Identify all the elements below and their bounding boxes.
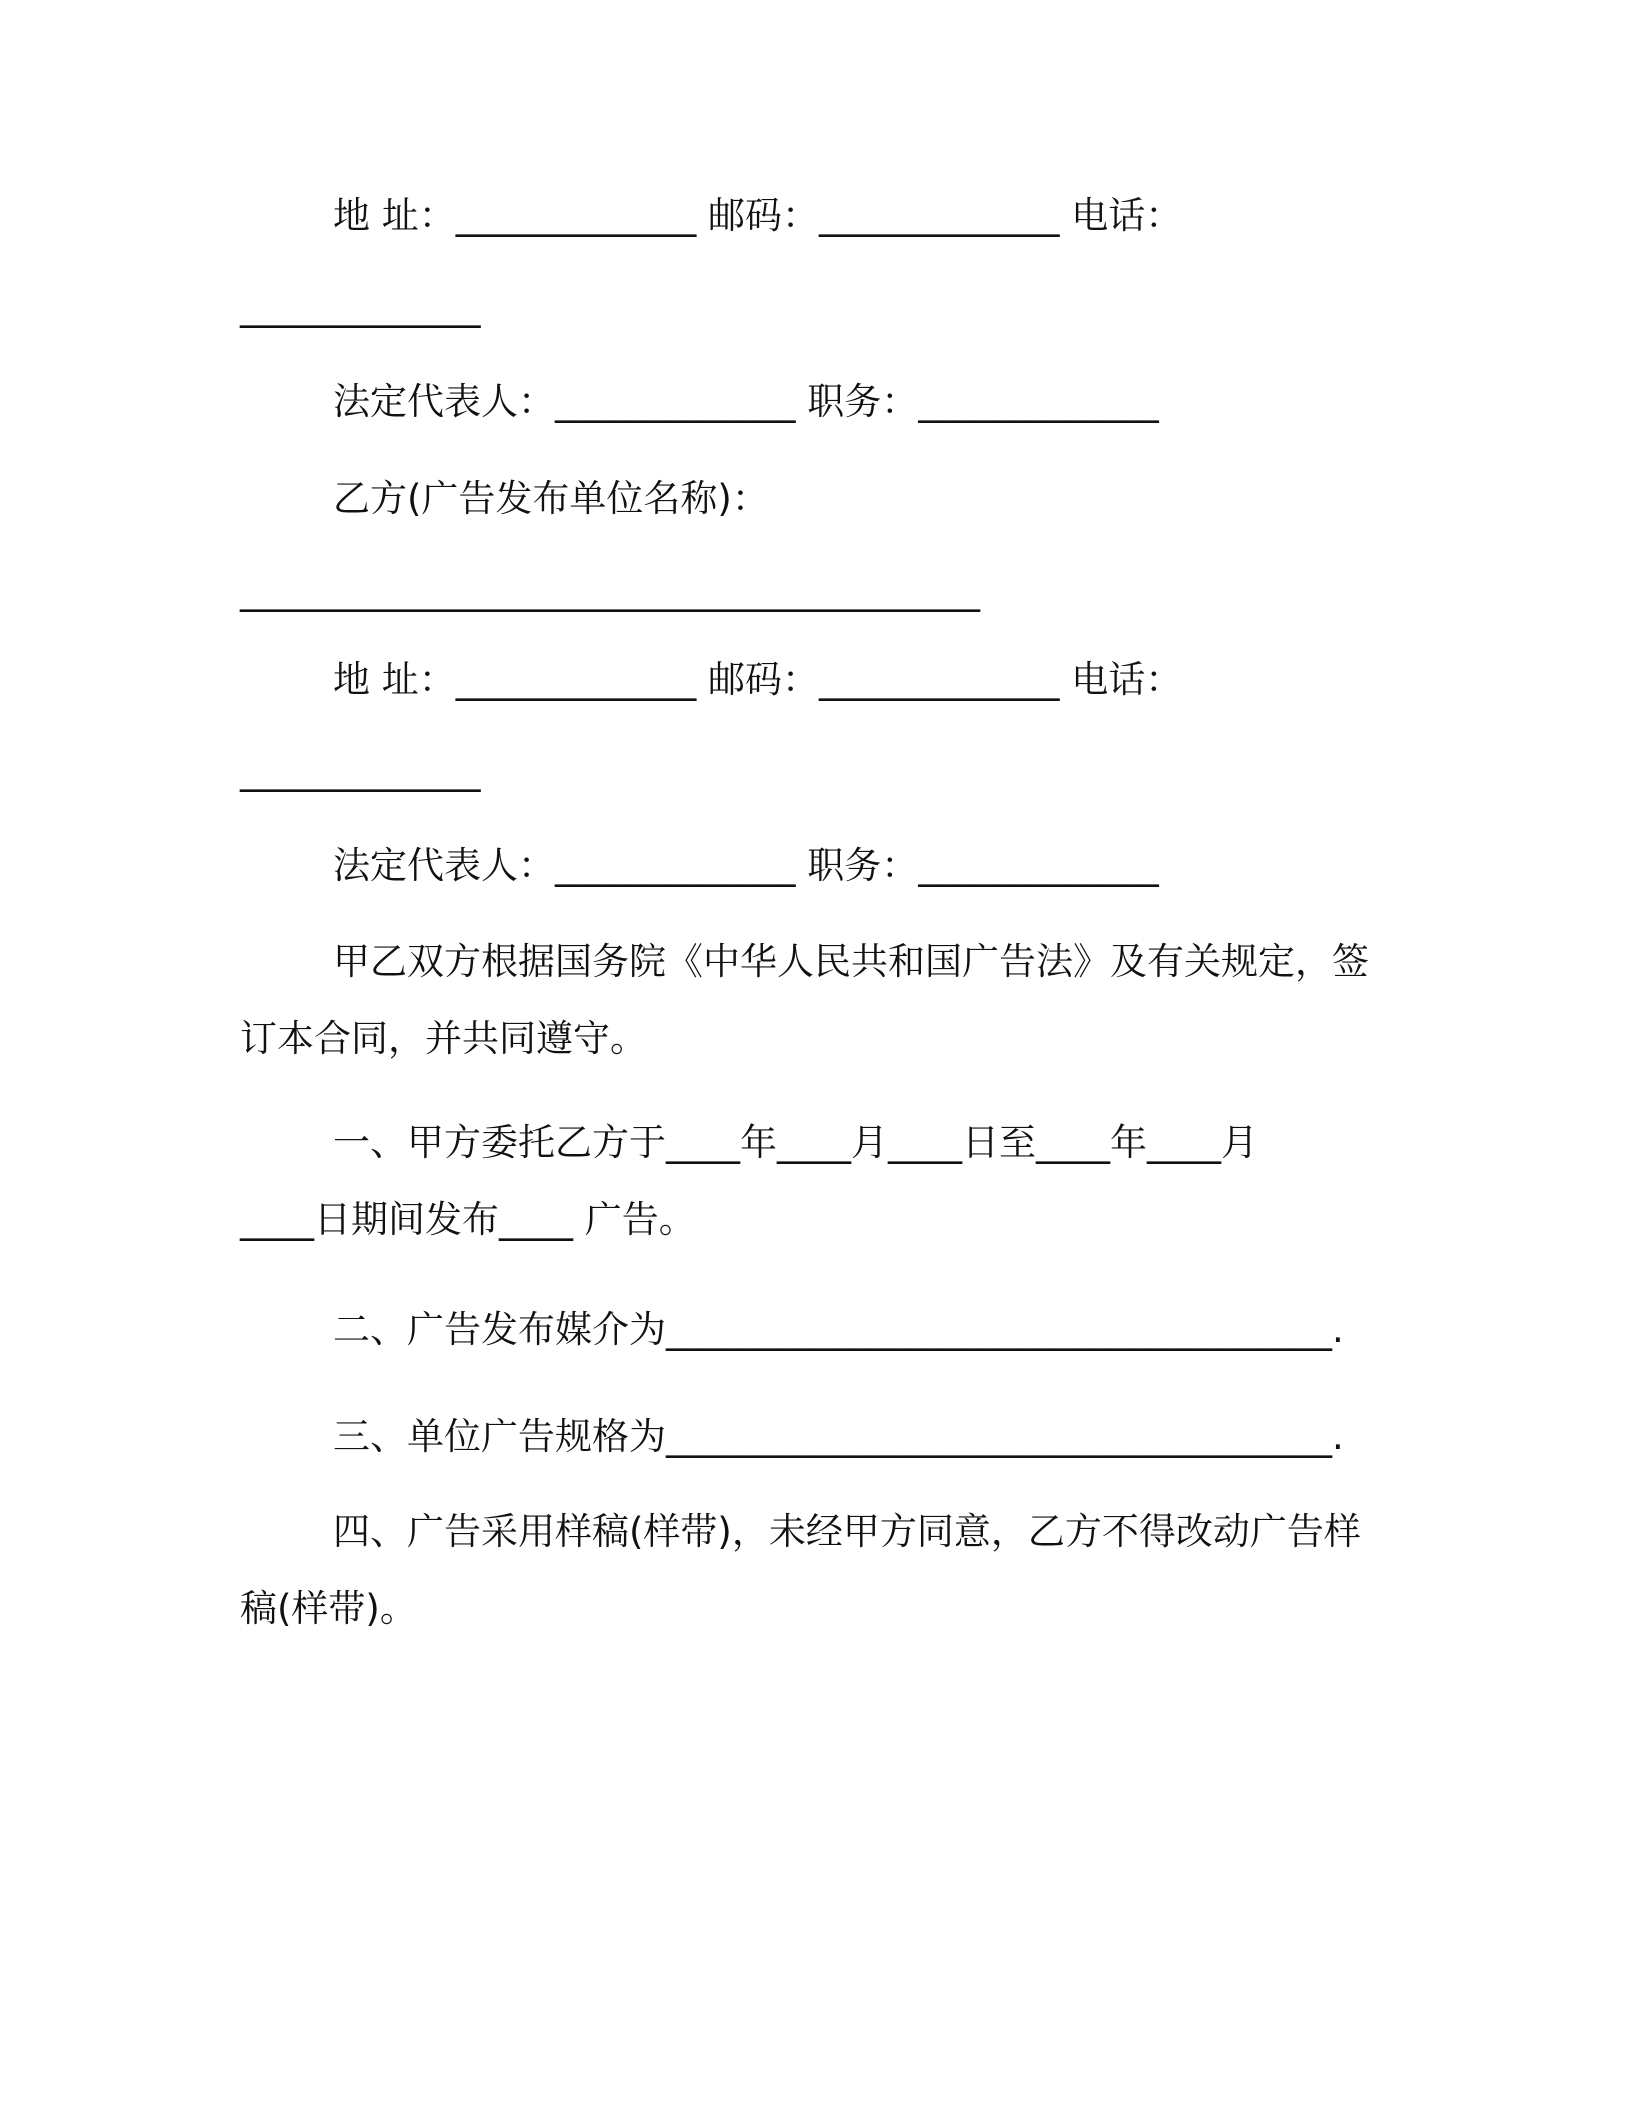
party-a-phone-blank: _____________ [240, 285, 481, 328]
clause-2: 二、广告发布媒介为____________________________________. [333, 1308, 1344, 1351]
contract-intro-line-2: 订本合同，并共同遵守。 [240, 1017, 647, 1060]
clause-1-line-1: 一、甲方委托乙方于____年____月____日至____年____月 [333, 1121, 1258, 1164]
party-a-address-line: 地 址：_____________ 邮码：_____________ 电话： [333, 194, 1183, 237]
party-b-representative-line: 法定代表人：_____________ 职务：_____________ [333, 844, 1159, 887]
contract-intro-line-1: 甲乙双方根据国务院《中华人民共和国广告法》及有关规定，签 [333, 940, 1369, 983]
party-b-address-line: 地 址：_____________ 邮码：_____________ 电话： [333, 658, 1183, 701]
clause-1-line-2: ____日期间发布____ 广告。 [240, 1198, 696, 1241]
clause-3: 三、单位广告规格为____________________________________. [333, 1415, 1344, 1458]
party-b-name-label: 乙方(广告发布单位名称)： [333, 477, 769, 520]
party-b-name-blank: ________________________________________ [240, 569, 980, 612]
party-b-phone-blank: _____________ [240, 749, 481, 792]
clause-4-line-1: 四、广告采用样稿(样带)，未经甲方同意，乙方不得改动广告样 [333, 1510, 1361, 1553]
party-a-representative-line: 法定代表人：_____________ 职务：_____________ [333, 380, 1159, 423]
clause-4-line-2: 稿(样带)。 [240, 1587, 417, 1630]
